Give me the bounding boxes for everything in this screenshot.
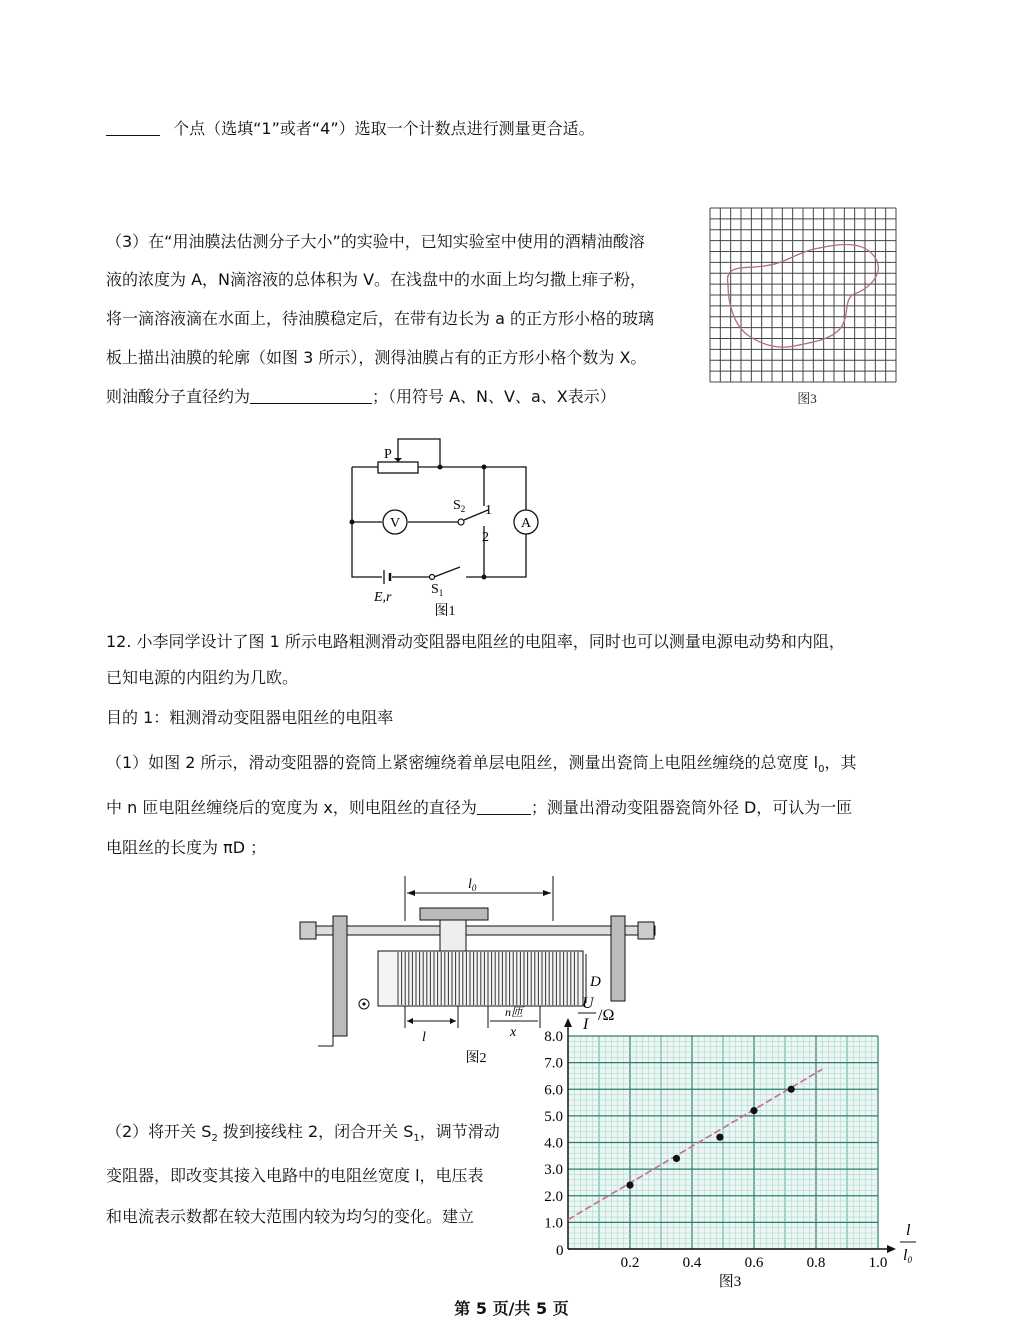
oil-figure-caption: 图3 bbox=[797, 391, 817, 406]
end-plate bbox=[611, 916, 625, 1001]
junction-dot bbox=[482, 575, 487, 580]
x-tick-label: 0.6 bbox=[744, 1255, 764, 1271]
q12-intro-1: 12. 小李同学设计了图 1 所示电路粗测滑动变阻器电阻丝的电阻率，同时也可以测量电源电动势和内阻， bbox=[106, 632, 845, 651]
rheostat-symbol bbox=[378, 462, 418, 473]
q12-p2-line-1-a: （2）将开关 S bbox=[106, 1122, 212, 1141]
battery-label: E,r bbox=[374, 590, 392, 605]
chart-grid bbox=[568, 1036, 878, 1249]
oil-film-grid bbox=[710, 208, 896, 382]
end-plate bbox=[333, 916, 347, 1036]
end-knob bbox=[638, 922, 654, 939]
x-label: x bbox=[510, 1025, 517, 1040]
q12-p2-line-1 bbox=[106, 1120, 500, 1151]
x-axis-arrow bbox=[887, 1245, 896, 1253]
q12-p2-line-3: 和电流表示数都在较大范围内较为均匀的变化。建立 bbox=[106, 1207, 475, 1226]
junction-dot bbox=[438, 465, 443, 470]
y-axis-numerator: U bbox=[582, 995, 594, 1012]
rheostat-caption: 图2 bbox=[465, 1051, 487, 1066]
y-tick-label: 6.0 bbox=[544, 1082, 563, 1099]
q12-p2-line-2: 变阻器，即改变其接入电路中的电阻丝宽度 l，电压表 bbox=[106, 1166, 484, 1185]
ui-chart bbox=[530, 990, 930, 1290]
switch-terminal bbox=[458, 519, 464, 525]
q3-line-2: 液的浓度为 A，N滴溶液的总体积为 V。在浅盘中的水面上均匀撒上痱子粉， bbox=[106, 270, 647, 289]
y-tick-label: 4.0 bbox=[544, 1135, 563, 1152]
x-tick-label: 0.2 bbox=[620, 1255, 640, 1271]
data-point bbox=[788, 1086, 795, 1093]
q12-p1-line-1 bbox=[106, 751, 856, 782]
q12-p2-block bbox=[106, 1120, 526, 1230]
data-point bbox=[716, 1134, 723, 1141]
voltmeter-label: V bbox=[389, 516, 401, 531]
rheostat-label: P bbox=[384, 447, 392, 462]
x-tick-label: 0.8 bbox=[806, 1255, 826, 1271]
q3-last-suffix: ；（用符号 A、N、V、a、X表示） bbox=[372, 387, 616, 406]
ammeter-label: A bbox=[520, 516, 532, 531]
junction-dot bbox=[482, 465, 487, 470]
answer-blank[interactable] bbox=[250, 387, 372, 404]
x-axis-denominator: l0 bbox=[903, 1247, 912, 1265]
x-axis-numerator: l bbox=[906, 1222, 911, 1239]
q12-intro-2: 已知电源的内阻约为几欧。 bbox=[106, 668, 299, 687]
q3-line-3: 将一滴溶液滴在水面上，待油膜稳定后，在带有边长为 a 的正方形小格的玻璃 bbox=[106, 309, 654, 328]
q12-goal: 目的 1：粗测滑动变阻器电阻丝的电阻率 bbox=[106, 708, 394, 727]
top-line bbox=[106, 116, 595, 139]
q12-p1-line-2 bbox=[106, 796, 852, 820]
circuit-caption: 图1 bbox=[434, 604, 456, 619]
y-tick-label: 5.0 bbox=[544, 1108, 563, 1125]
data-point bbox=[673, 1155, 680, 1162]
y-tick-label: 1.0 bbox=[544, 1215, 563, 1232]
top-line-text: 个点（选填“1”或者“4”）选取一个计数点进行测量更合适。 bbox=[173, 119, 595, 138]
q12-p1-line-3: 电阻丝的长度为 πD ； bbox=[106, 838, 267, 857]
q12-block bbox=[106, 630, 926, 860]
terminal-1-label: 1 bbox=[485, 503, 492, 518]
s1-subscript: 1 bbox=[413, 1133, 420, 1144]
page-footer: 第 5 页/共 5 页 bbox=[454, 1299, 569, 1318]
end-knob bbox=[300, 922, 316, 939]
q12-p1-line-1-end: ，其 bbox=[824, 753, 857, 772]
answer-blank[interactable] bbox=[477, 798, 531, 815]
x-tick-label: 0.4 bbox=[682, 1255, 702, 1271]
circuit-figure bbox=[340, 436, 540, 621]
chart-origin-label: 0 bbox=[556, 1243, 564, 1259]
q3-line-4: 板上描出油膜的轮廓（如图 3 所示），测得油膜占有的正方形小格个数为 X。 bbox=[106, 348, 647, 367]
y-axis-denominator: I bbox=[583, 1016, 589, 1033]
q3-last-prefix: 则油酸分子直径约为 bbox=[106, 387, 251, 406]
base-foot bbox=[318, 1036, 333, 1046]
rheostat-rod bbox=[310, 926, 655, 935]
l-label: l bbox=[422, 1030, 426, 1045]
data-point bbox=[750, 1107, 757, 1114]
q3-line-5 bbox=[106, 385, 616, 409]
q12-p1-line-1-text: （1）如图 2 所示，滑动变阻器的瓷筒上紧密缠绕着单层电阻丝，测量出瓷筒上电阻丝缠绕的总宽度 l bbox=[106, 753, 819, 772]
l0-label: $l_0$ bbox=[468, 877, 477, 893]
q12-p1-line-2-a: 中 n 匝电阻丝缠绕后的宽度为 x，则电阻丝的直径为 bbox=[106, 798, 477, 817]
answer-blank[interactable] bbox=[106, 119, 160, 136]
n-turns-label: n匝 bbox=[505, 1005, 524, 1019]
q12-p2-line-1-b: 拨到接线柱 2，闭合开关 S bbox=[217, 1122, 414, 1141]
switch-s2-label: $S_2$ bbox=[453, 498, 466, 514]
s2-subscript: 2 bbox=[211, 1133, 218, 1144]
switch-terminal bbox=[430, 575, 435, 580]
junction-dot bbox=[350, 520, 355, 525]
switch-s1-label: $S_1$ bbox=[431, 582, 444, 598]
data-point bbox=[626, 1182, 633, 1189]
terminal-2-label: 2 bbox=[482, 530, 489, 545]
slider-top bbox=[420, 908, 488, 920]
y-axis-arrow bbox=[564, 1018, 572, 1027]
y-tick-label: 7.0 bbox=[544, 1055, 563, 1072]
q12-p1-line-2-b: ；测量出滑动变阻器瓷筒外径 D，可认为一匝 bbox=[530, 798, 853, 817]
q3-block bbox=[106, 230, 706, 415]
circuit-wire bbox=[466, 534, 526, 577]
D-label: D bbox=[590, 974, 601, 990]
switch-s1-blade bbox=[434, 567, 460, 577]
y-tick-label: 2.0 bbox=[544, 1188, 563, 1205]
chart-caption: 图3 bbox=[718, 1274, 742, 1290]
y-tick-label: 8.0 bbox=[544, 1029, 563, 1045]
x-tick-label: 1.0 bbox=[868, 1255, 888, 1271]
y-tick-label: 3.0 bbox=[544, 1162, 563, 1179]
oil-film-figure bbox=[704, 204, 904, 414]
q12-l0-subscript: 0 bbox=[818, 764, 825, 775]
q3-line-1: （3）在“用油膜法估测分子大小”的实验中，已知实验室中使用的酒精油酸溶 bbox=[106, 232, 645, 251]
q12-p2-line-1-c: ，调节滑动 bbox=[419, 1122, 500, 1141]
y-axis-unit: /Ω bbox=[598, 1007, 615, 1024]
